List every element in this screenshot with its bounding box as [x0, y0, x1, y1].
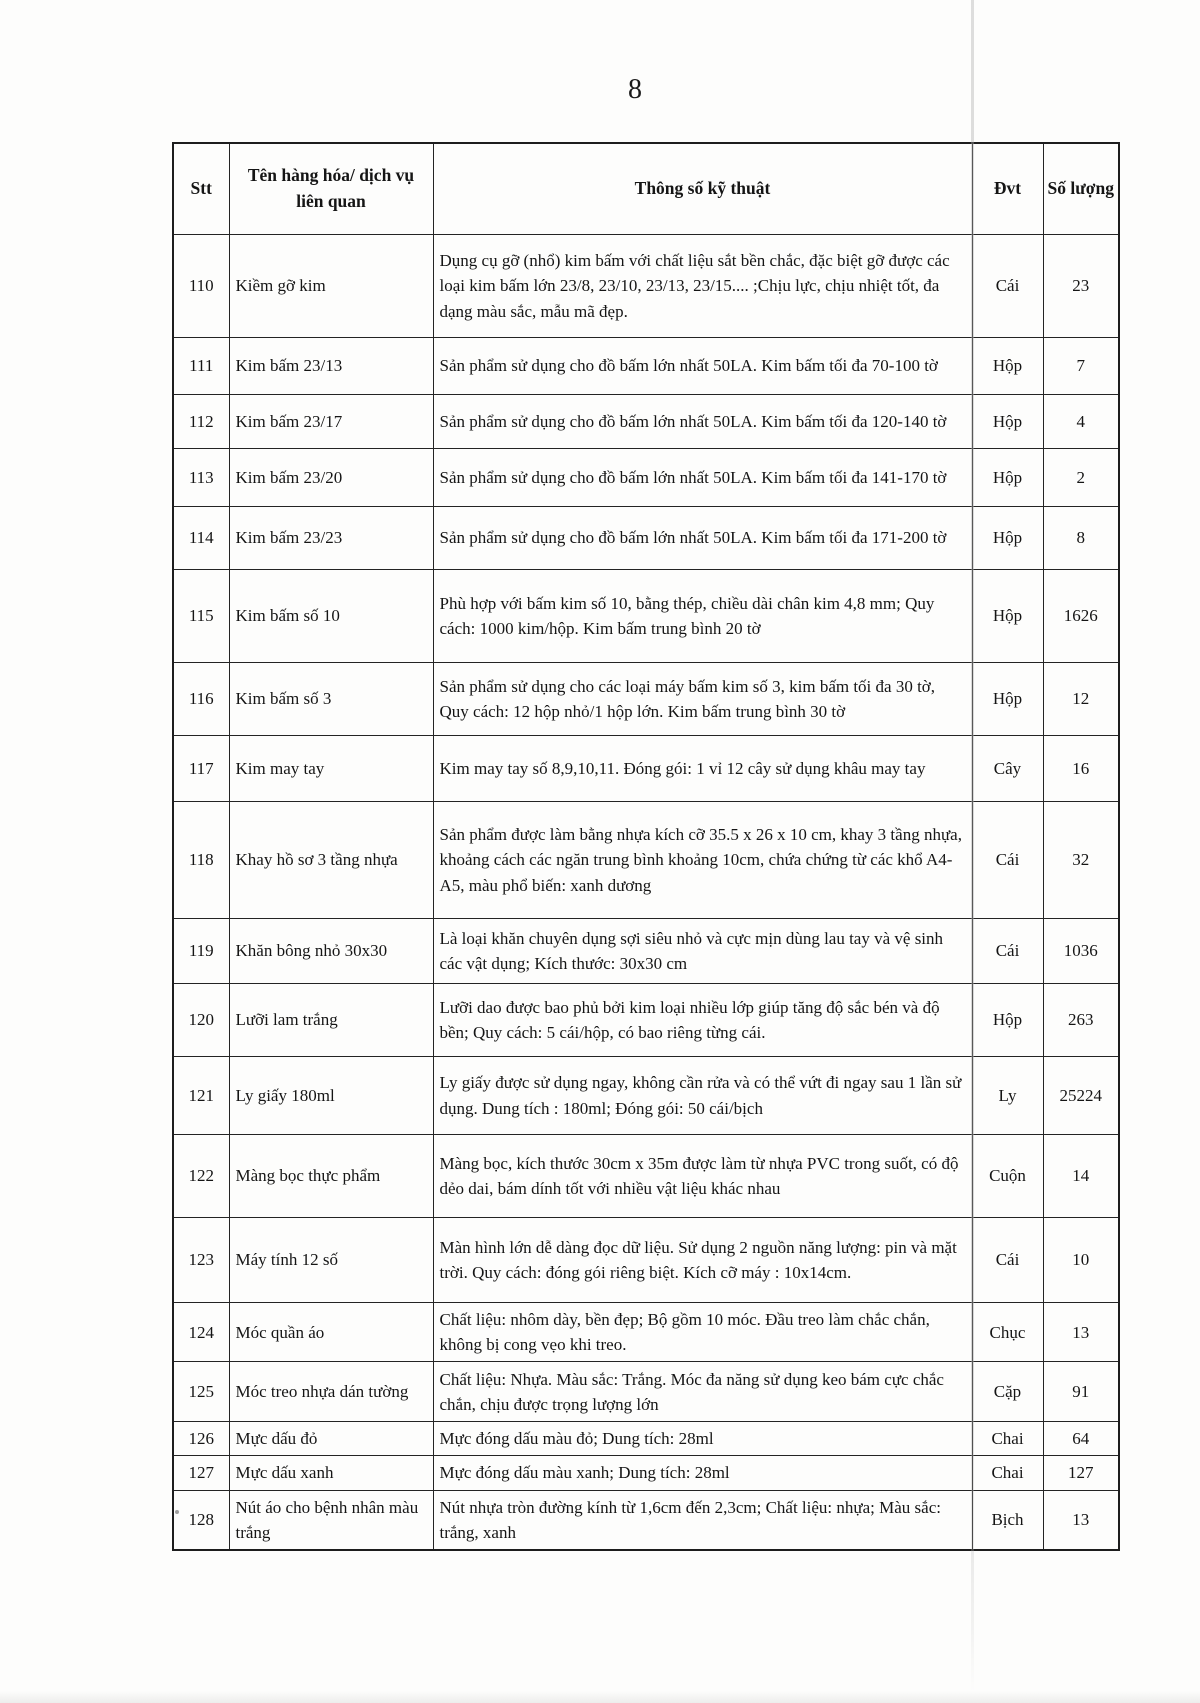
table-header-row: [173, 143, 1119, 235]
cell-name: Kim bấm số 3: [229, 663, 433, 736]
cell-name: Kim bấm số 10: [229, 570, 433, 663]
table-row: [173, 984, 1119, 1057]
cell-stt: 111: [173, 338, 229, 395]
column-header-stt: Stt: [173, 143, 229, 235]
cell-qty: 263: [1043, 984, 1119, 1057]
cell-spec: Kim may tay số 8,9,10,11. Đóng gói: 1 vỉ 12 cây sử dụng khâu may tay: [433, 736, 972, 802]
cell-name: Mực dấu xanh: [229, 1456, 433, 1490]
cell-spec: Chất liệu: nhôm dày, bền đẹp; Bộ gồm 10 móc. Đầu treo làm chắc chắn, không bị cong vẹo khi treo.: [433, 1303, 972, 1362]
cell-qty: 10: [1043, 1218, 1119, 1303]
cell-qty: 7: [1043, 338, 1119, 395]
cell-stt: 113: [173, 449, 229, 507]
column-header-qty: Số lượng: [1043, 143, 1119, 235]
cell-spec: Màng bọc, kích thước 30cm x 35m được làm từ nhựa PVC trong suốt, có độ dẻo dai, bám dính tốt với nhiều vật liệu khác nhau: [433, 1135, 972, 1218]
cell-stt: 125: [173, 1362, 229, 1422]
cell-unit: Hộp: [972, 984, 1043, 1057]
table-row: [173, 802, 1119, 919]
cell-name: Kim bấm 23/17: [229, 395, 433, 449]
cell-name: Móc treo nhựa dán tường: [229, 1362, 433, 1422]
cell-spec: Ly giấy được sử dụng ngay, không cần rửa và có thể vứt đi ngay sau 1 lần sử dụng. Dung tích : 180ml; Đóng gói: 50 cái/bịch: [433, 1057, 972, 1135]
cell-stt: 110: [173, 235, 229, 338]
cell-name: Nút áo cho bệnh nhân màu trắng: [229, 1490, 433, 1550]
cell-qty: 1626: [1043, 570, 1119, 663]
cell-name: Khăn bông nhỏ 30x30: [229, 919, 433, 984]
cell-qty: 64: [1043, 1422, 1119, 1456]
cell-qty: 25224: [1043, 1057, 1119, 1135]
cell-unit: Cái: [972, 235, 1043, 338]
cell-stt: 122: [173, 1135, 229, 1218]
cell-spec: Sản phẩm sử dụng cho đồ bấm lớn nhất 50LA. Kim bấm tối đa 120-140 tờ: [433, 395, 972, 449]
table-row: [173, 1218, 1119, 1303]
cell-stt: 126: [173, 1422, 229, 1456]
cell-name: Kiềm gỡ kim: [229, 235, 433, 338]
cell-spec: Chất liệu: Nhựa. Màu sắc: Trắng. Móc đa năng sử dụng keo bám cực chắc chắn, chịu được trọng lượng lớn: [433, 1362, 972, 1422]
column-header-unit: Đvt: [972, 143, 1043, 235]
cell-stt: 117: [173, 736, 229, 802]
table-row: [173, 1135, 1119, 1218]
cell-stt: 127: [173, 1456, 229, 1490]
cell-spec: Dụng cụ gỡ (nhổ) kim bấm với chất liệu sắt bền chắc, đặc biệt gỡ được các loại kim bấm lớn 23/8, 23/10, 23/13, 23/15.... ;Chịu lực, chịu nhiệt tốt, đa dạng màu sắc, mẫu mã đẹp.: [433, 235, 972, 338]
cell-spec: Sản phẩm sử dụng cho đồ bấm lớn nhất 50LA. Kim bấm tối đa 141-170 tờ: [433, 449, 972, 507]
table-row: [173, 1362, 1119, 1422]
cell-unit: Cái: [972, 802, 1043, 919]
cell-qty: 32: [1043, 802, 1119, 919]
cell-unit: Hộp: [972, 570, 1043, 663]
cell-spec: Phù hợp với bấm kim số 10, bằng thép, chiều dài chân kim 4,8 mm; Quy cách: 1000 kim/hộp. Kim bấm trung bình 20 tờ: [433, 570, 972, 663]
goods-table: [172, 142, 1120, 1551]
table-row: [173, 570, 1119, 663]
cell-name: Kim bấm 23/23: [229, 507, 433, 570]
cell-spec: Màn hình lớn dễ dàng đọc dữ liệu. Sử dụng 2 nguồn năng lượng: pin và mặt trời. Quy cách: đóng gói riêng biệt. Kích cỡ máy : 10x14cm.: [433, 1218, 972, 1303]
cell-unit: Chục: [972, 1303, 1043, 1362]
cell-stt: 120: [173, 984, 229, 1057]
table-row: [173, 395, 1119, 449]
table-row: [173, 736, 1119, 802]
cell-unit: Ly: [972, 1057, 1043, 1135]
page-number: 8: [628, 74, 642, 105]
cell-name: Móc quần áo: [229, 1303, 433, 1362]
cell-stt: 116: [173, 663, 229, 736]
cell-unit: Hộp: [972, 663, 1043, 736]
cell-qty: 8: [1043, 507, 1119, 570]
cell-stt: 118: [173, 802, 229, 919]
cell-name: Mực dấu đỏ: [229, 1422, 433, 1456]
column-header-name: Tên hàng hóa/ dịch vụ liên quan: [229, 143, 433, 235]
cell-unit: Cái: [972, 1218, 1043, 1303]
table-row: [173, 449, 1119, 507]
table-row: [173, 1456, 1119, 1490]
table-row: [173, 507, 1119, 570]
cell-unit: Cặp: [972, 1362, 1043, 1422]
cell-stt: 119: [173, 919, 229, 984]
cell-name: Lưỡi lam trắng: [229, 984, 433, 1057]
cell-spec: Sản phẩm sử dụng cho đồ bấm lớn nhất 50LA. Kim bấm tối đa 171-200 tờ: [433, 507, 972, 570]
cell-unit: Chai: [972, 1422, 1043, 1456]
cell-qty: 4: [1043, 395, 1119, 449]
column-header-spec: Thông số kỹ thuật: [433, 143, 972, 235]
table-row: [173, 1303, 1119, 1362]
cell-spec: Sản phẩm sử dụng cho các loại máy bấm kim số 3, kim bấm tối đa 30 tờ, Quy cách: 12 hộp nhỏ/1 hộp lớn. Kim bấm trung bình 30 tờ: [433, 663, 972, 736]
cell-unit: Chai: [972, 1456, 1043, 1490]
table-row: [173, 1422, 1119, 1456]
cell-spec: Mực đóng dấu màu đỏ; Dung tích: 28ml: [433, 1422, 972, 1456]
cell-unit: Hộp: [972, 507, 1043, 570]
cell-stt: 121: [173, 1057, 229, 1135]
cell-spec: Là loại khăn chuyên dụng sợi siêu nhỏ và cực mịn dùng lau tay và vệ sinh các vật dụng; Kích thước: 30x30 cm: [433, 919, 972, 984]
scan-bottom-smudge: [0, 1691, 1200, 1703]
cell-unit: Hộp: [972, 338, 1043, 395]
cell-name: Ly giấy 180ml: [229, 1057, 433, 1135]
cell-qty: 16: [1043, 736, 1119, 802]
cell-qty: 12: [1043, 663, 1119, 736]
cell-unit: Bịch: [972, 1490, 1043, 1550]
cell-stt: 114: [173, 507, 229, 570]
cell-stt: 124: [173, 1303, 229, 1362]
cell-qty: 13: [1043, 1490, 1119, 1550]
cell-qty: 91: [1043, 1362, 1119, 1422]
cell-unit: Cây: [972, 736, 1043, 802]
table-row: [173, 663, 1119, 736]
cell-spec: Lưỡi dao được bao phủ bởi kim loại nhiều lớp giúp tăng độ sắc bén và độ bền; Quy cách: 5 cái/hộp, có bao riêng từng cái.: [433, 984, 972, 1057]
cell-unit: Cái: [972, 919, 1043, 984]
cell-qty: 13: [1043, 1303, 1119, 1362]
cell-spec: Mực đóng dấu màu xanh; Dung tích: 28ml: [433, 1456, 972, 1490]
cell-spec: Nút nhựa tròn đường kính từ 1,6cm đến 2,3cm; Chất liệu: nhựa; Màu sắc: trắng, xanh: [433, 1490, 972, 1550]
cell-name: Kim bấm 23/20: [229, 449, 433, 507]
cell-unit: Cuộn: [972, 1135, 1043, 1218]
cell-qty: 23: [1043, 235, 1119, 338]
table-row: [173, 919, 1119, 984]
table-row: [173, 338, 1119, 395]
cell-qty: 2: [1043, 449, 1119, 507]
table-row: [173, 235, 1119, 338]
cell-qty: 14: [1043, 1135, 1119, 1218]
cell-spec: Sản phẩm được làm bằng nhựa kích cỡ 35.5 x 26 x 10 cm, khay 3 tầng nhựa, khoảng cách các ngăn trung bình khoảng 10cm, chứa chứng từ các khổ A4-A5, màu phổ biến: xanh dương: [433, 802, 972, 919]
cell-name: Kim may tay: [229, 736, 433, 802]
cell-spec: Sản phẩm sử dụng cho đồ bấm lớn nhất 50LA. Kim bấm tối đa 70-100 tờ: [433, 338, 972, 395]
table-row: [173, 1057, 1119, 1135]
cell-stt: 123: [173, 1218, 229, 1303]
cell-name: Màng bọc thực phẩm: [229, 1135, 433, 1218]
cell-stt: 115: [173, 570, 229, 663]
cell-name: Kim bấm 23/13: [229, 338, 433, 395]
table-row: [173, 1490, 1119, 1550]
cell-qty: 127: [1043, 1456, 1119, 1490]
cell-stt: 112: [173, 395, 229, 449]
cell-name: Máy tính 12 số: [229, 1218, 433, 1303]
cell-unit: Hộp: [972, 395, 1043, 449]
cell-stt: 128: [173, 1490, 229, 1550]
cell-name: Khay hồ sơ 3 tầng nhựa: [229, 802, 433, 919]
cell-unit: Hộp: [972, 449, 1043, 507]
cell-qty: 1036: [1043, 919, 1119, 984]
